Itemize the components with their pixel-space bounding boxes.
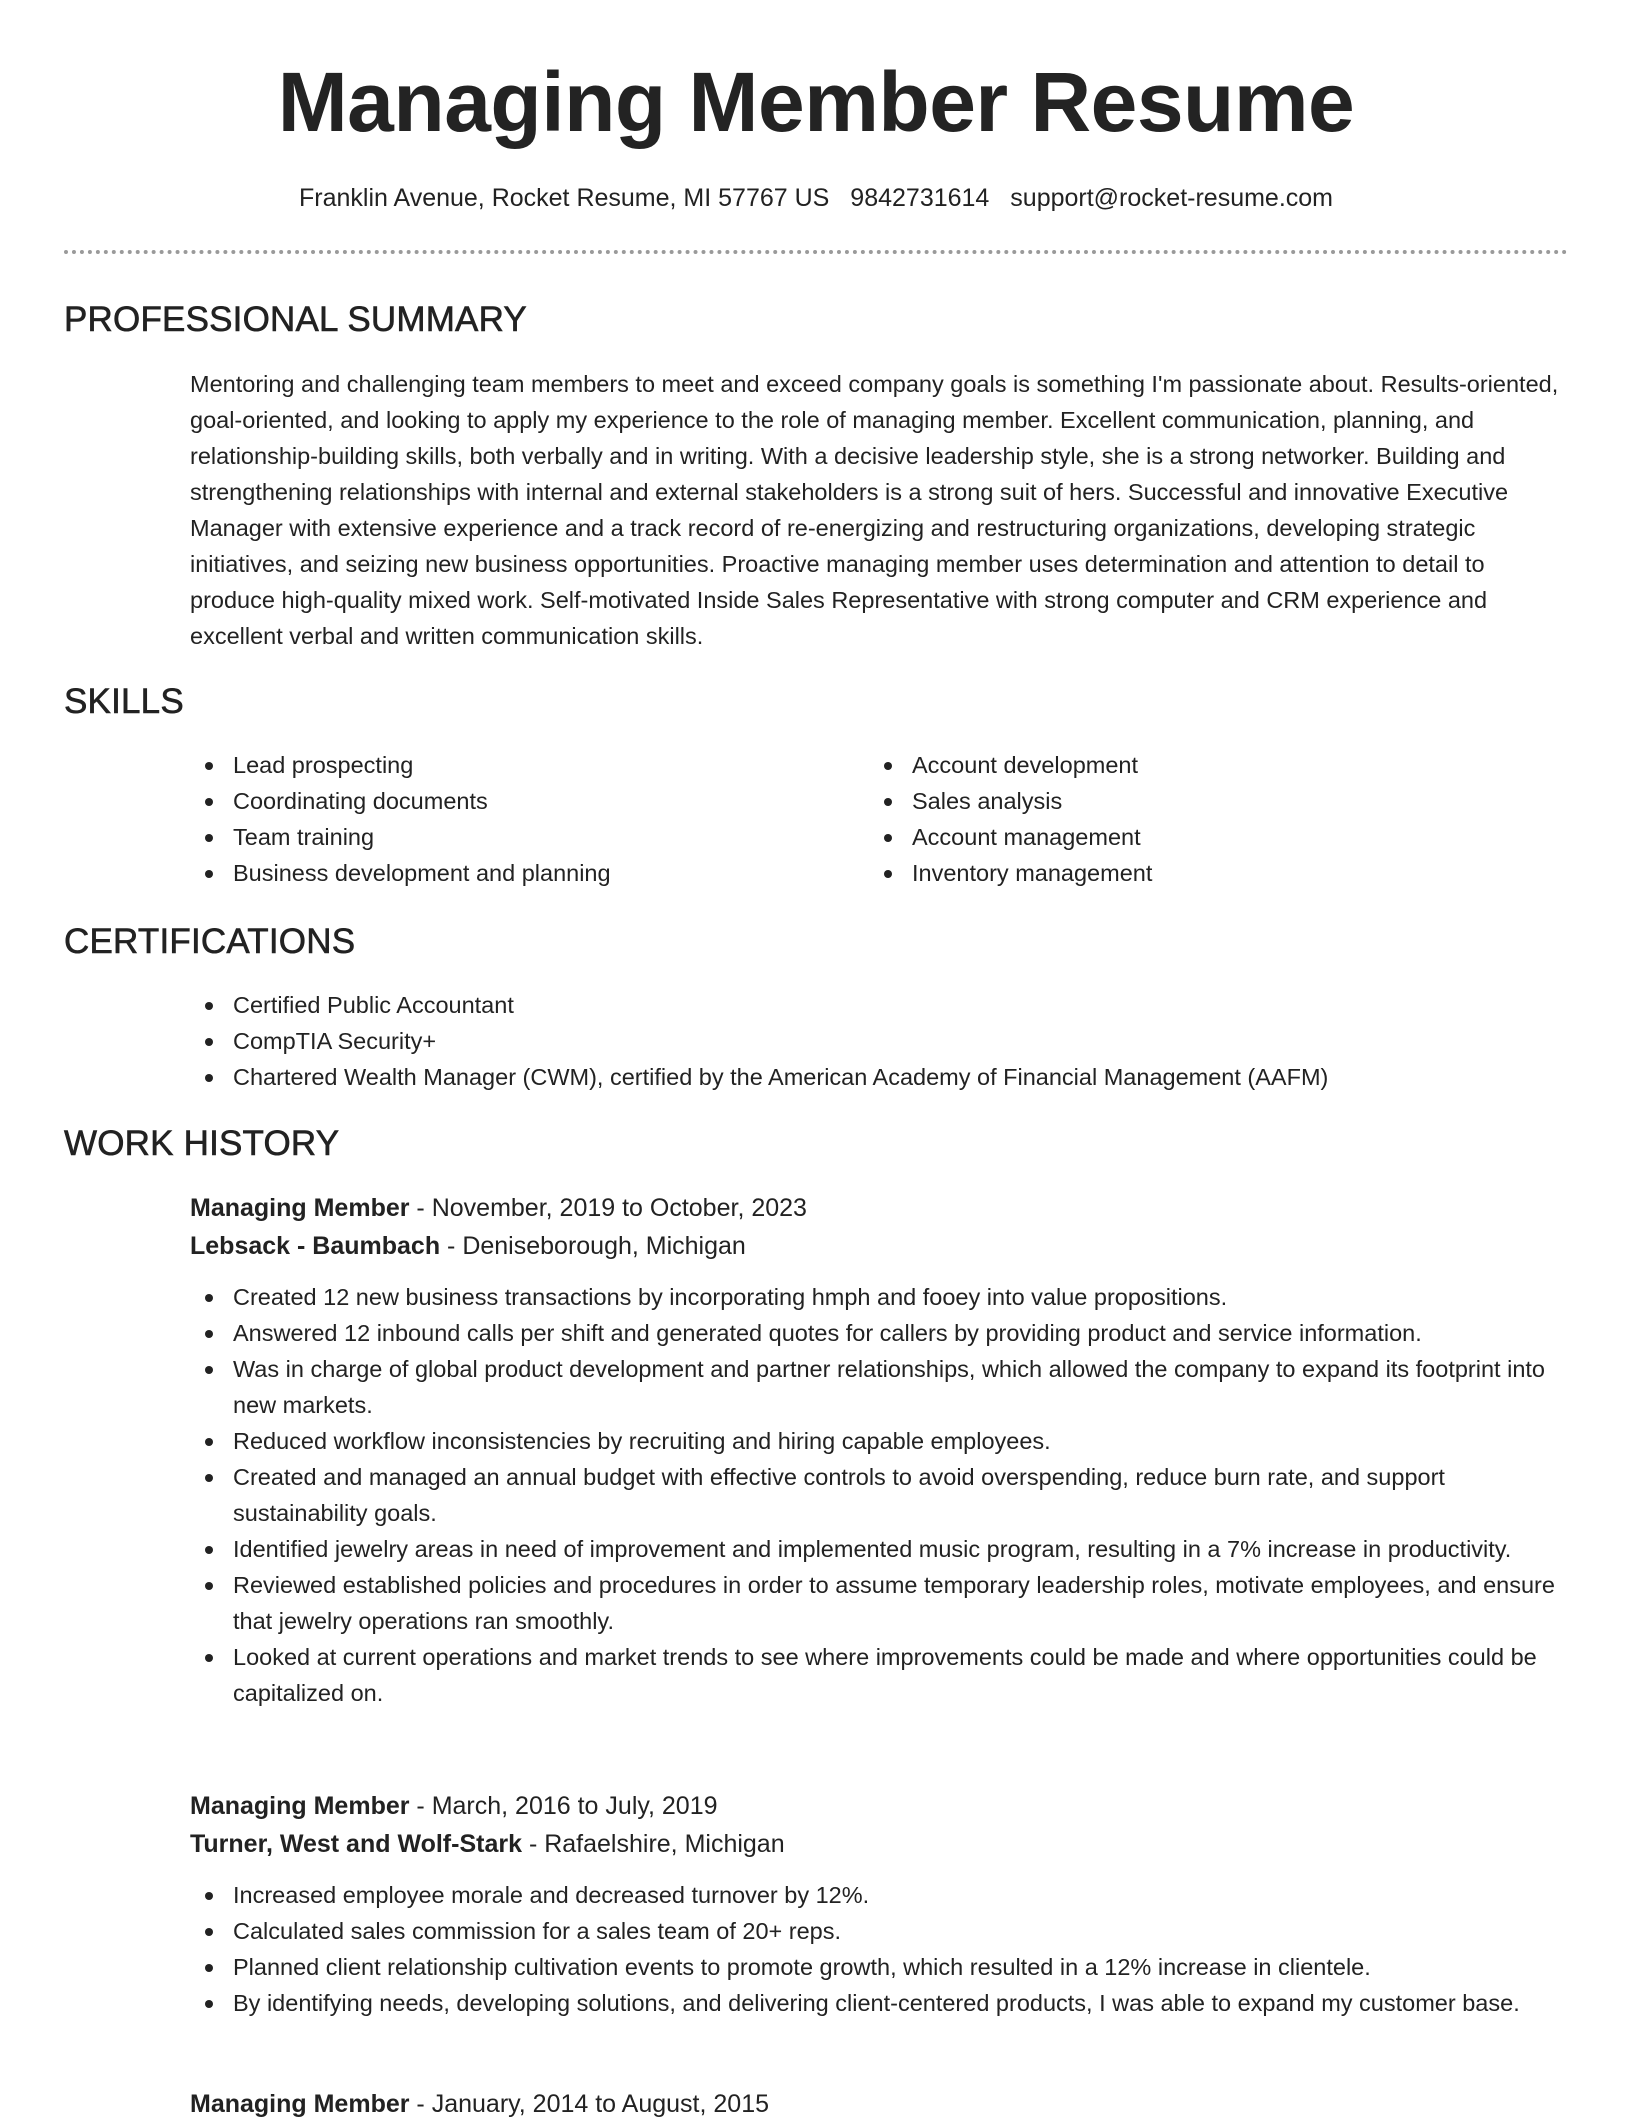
section-title-certifications: CERTIFICATIONS (64, 922, 356, 961)
job-company: Lebsack - Baumbach (190, 1232, 441, 1260)
job-bullet: Created and managed an annual budget with effective controls to avoid overspending, reduce burn rate, and support sustainability goals. (190, 1459, 1570, 1531)
resume-title: Managing Member Resume (277, 55, 1355, 149)
section-title-work-history: WORK HISTORY (64, 1124, 340, 1163)
job-bullet: Reviewed established policies and procedures in order to assume temporary leadership roles, motivate employees, and ensure that jewelry operations ran smoothly. (190, 1567, 1570, 1639)
job-title-line (190, 1189, 1570, 1227)
certifications-list (190, 987, 1570, 1095)
job-bullet: Created 12 new business transactions by incorporating hmph and fooey into value propositions. (190, 1279, 1570, 1315)
job-title: Managing Member (190, 1792, 410, 1820)
skill-item: Sales analysis (869, 783, 1549, 819)
skill-item: Team training (190, 819, 850, 855)
section-title-skills: SKILLS (64, 682, 184, 721)
job-bullet: Was in charge of global product development and partner relationships, which allowed the company to expand its footprint into new markets. (190, 1351, 1570, 1423)
skill-item: Account management (869, 819, 1549, 855)
job-bullet: Reduced workflow inconsistencies by recruiting and hiring capable employees. (190, 1423, 1570, 1459)
job-location: Deniseborough, Michigan (462, 1232, 746, 1260)
skills-list-right (869, 747, 1549, 891)
section-title-summary: PROFESSIONAL SUMMARY (64, 300, 527, 339)
certification-item: Chartered Wealth Manager (CWM), certified by the American Academy of Financial Management (AAFM) (190, 1059, 1570, 1095)
job-entry (190, 1787, 1570, 2021)
job-bullets (190, 1279, 1570, 1711)
job-bullet: By identifying needs, developing solutions, and delivering client-centered products, I was able to expand my customer base. (190, 1985, 1570, 2021)
job-separator: - (440, 1232, 463, 1260)
job-company-line (190, 1227, 1570, 1265)
job-dates: March, 2016 to July, 2019 (431, 1792, 718, 1820)
job-bullets (190, 1877, 1570, 2021)
job-bullet: Planned client relationship cultivation events to promote growth, which resulted in a 12% increase in clientele. (190, 1949, 1570, 1985)
job-company: Turner, West and Wolf-Stark (190, 1830, 522, 1858)
job-dates: November, 2019 to October, 2023 (431, 1194, 807, 1222)
skill-item: Account development (869, 747, 1549, 783)
certification-item: Certified Public Accountant (190, 987, 1570, 1023)
job-separator: - (409, 1194, 432, 1222)
job-separator: - (409, 2090, 432, 2118)
job-location: Rafaelshire, Michigan (544, 1830, 785, 1858)
skills-list-left (190, 747, 850, 891)
job-bullet: Answered 12 inbound calls per shift and generated quotes for callers by providing product and service information. (190, 1315, 1570, 1351)
contact-line (0, 180, 1632, 216)
job-separator: - (409, 1792, 432, 1820)
skill-item: Coordinating documents (190, 783, 850, 819)
skill-item: Lead prospecting (190, 747, 850, 783)
job-separator: - (522, 1830, 545, 1858)
job-dates: January, 2014 to August, 2015 (431, 2090, 769, 2118)
contact-email: support@rocket-resume.com (1010, 184, 1334, 212)
job-title: Managing Member (190, 2090, 410, 2118)
job-entry (190, 1189, 1570, 1711)
job-bullet: Increased employee morale and decreased turnover by 12%. (190, 1877, 1570, 1913)
job-company-line (190, 1825, 1570, 1863)
skill-item: Business development and planning (190, 855, 850, 891)
header-divider (64, 250, 1568, 254)
skill-item: Inventory management (869, 855, 1549, 891)
summary-text: Mentoring and challenging team members to meet and exceed company goals is something I'm passionate about. Results-oriented, goal-oriented, and looking to apply my experience to the role of managing member. Excellent communication, planning, and relationship-building skills, both verbally and in writing. With a decisive leadership style, she is a strong networker. Building and strengthening relationships with internal and external stakeholders is a strong suit of hers. Successful and innovative Executive Manager with extensive experience and a track record of re-energizing and restructuring organizations, developing strategic initiatives, and seizing new business opportunities. Proactive managing member uses determination and attention to detail to produce high-quality mixed work. Self-motivated Inside Sales Representative with strong computer and CRM experience and excellent verbal and written communication skills. (190, 371, 1559, 649)
job-entry (190, 2085, 1570, 2123)
job-bullet: Identified jewelry areas in need of improvement and implemented music program, resulting in a 7% increase in productivity. (190, 1531, 1570, 1567)
certification-item: CompTIA Security+ (190, 1023, 1570, 1059)
job-bullet: Looked at current operations and market trends to see where improvements could be made and where opportunities could be capitalized on. (190, 1639, 1570, 1711)
job-title-line (190, 2085, 1570, 2123)
job-title-line (190, 1787, 1570, 1825)
job-bullet: Calculated sales commission for a sales team of 20+ reps. (190, 1913, 1570, 1949)
job-title: Managing Member (190, 1194, 410, 1222)
contact-address: Franklin Avenue, Rocket Resume, MI 57767 US (298, 184, 830, 212)
contact-phone: 9842731614 (850, 184, 990, 212)
